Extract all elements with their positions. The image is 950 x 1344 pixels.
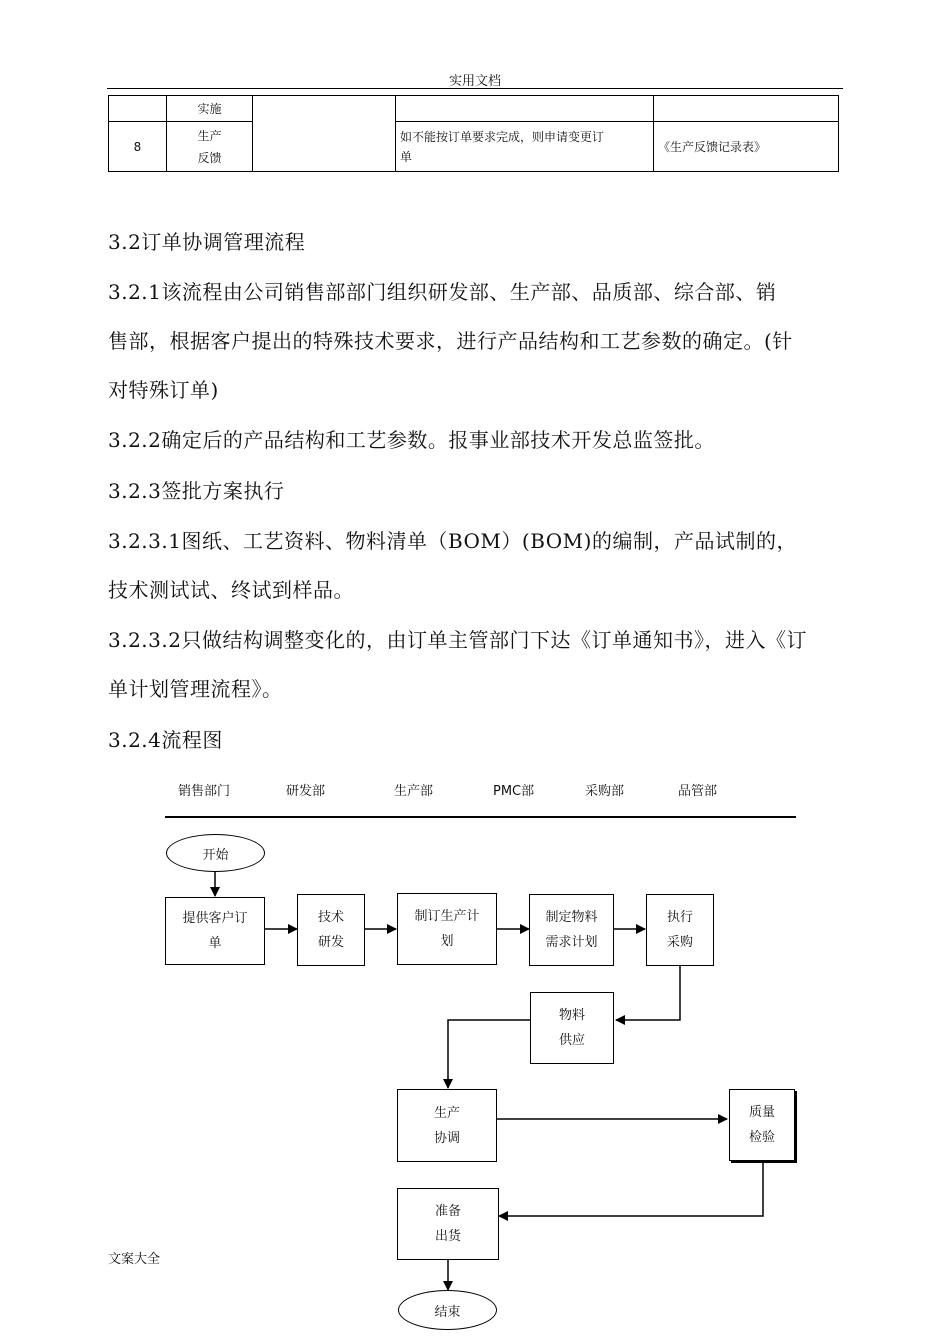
node-line: 执行 — [666, 910, 693, 925]
arrow-n6-to-n7 — [448, 1020, 530, 1088]
flow-end-oval: 结束 — [398, 1290, 497, 1330]
flow-node-production-coord — [397, 1089, 497, 1162]
section-heading: 3.2订单协调管理流程 — [108, 230, 306, 254]
flow-node-material-supply — [530, 992, 614, 1064]
cell-line: 生产 — [197, 128, 222, 143]
lane-label-pmc: PMC部 — [493, 784, 535, 799]
cell-line: 如不能按订单要求完成，则申请变更订 — [400, 129, 605, 144]
node-line: 协调 — [433, 1130, 460, 1146]
node-line: 技术 — [317, 910, 344, 925]
node-line: 需求计划 — [545, 935, 598, 950]
node-line: 提供客户订 — [182, 911, 248, 926]
flow-start-oval: 开始 — [166, 834, 265, 872]
paragraph-line: 单计划管理流程》。 — [108, 677, 283, 701]
node-line: 划 — [440, 934, 454, 949]
arrow-n5-to-n6 — [616, 966, 680, 1020]
node-line: 单 — [208, 936, 222, 951]
flow-node-quality-check — [729, 1089, 795, 1161]
table-cell: 实施 — [167, 96, 253, 122]
lane-label-production: 生产部 — [394, 784, 434, 799]
node-line: 采购 — [666, 935, 693, 950]
flow-node-purchase — [646, 894, 714, 966]
table-cell-no: 8 — [109, 122, 167, 172]
section-heading: 3.2.4流程图 — [108, 728, 223, 752]
paragraph-line: 3.2.3.2只做结构调整变化的，由订单主管部门下达《订单通知书》，进入《订 — [108, 628, 807, 652]
node-line: 制定物料 — [545, 910, 598, 925]
paragraph-line: 售部，根据客户提出的特殊技术要求，进行产品结构和工艺参数的确定。(针 — [108, 329, 793, 353]
node-line: 质量 — [748, 1105, 775, 1120]
node-line: 生产 — [433, 1105, 460, 1121]
paragraph-line: 技术测试试、终试到样品。 — [108, 578, 354, 602]
flow-node-prepare-shipment — [397, 1188, 499, 1260]
lane-label-rnd: 研发部 — [286, 784, 326, 799]
node-line: 研发 — [317, 935, 344, 950]
cell-line: 反馈 — [197, 150, 222, 165]
lane-label-quality: 品管部 — [678, 784, 718, 799]
paragraph-line: 3.2.1该流程由公司销售部部门组织研发部、生产部、品质部、综合部、销 — [108, 280, 777, 304]
page-header-title: 实用文档 — [448, 74, 501, 89]
node-line: 制订生产计 — [414, 909, 480, 924]
flow-node-production-plan — [397, 893, 497, 965]
flow-node-customer-order — [165, 897, 265, 965]
node-line: 供应 — [558, 1033, 585, 1048]
node-line: 检验 — [748, 1130, 775, 1145]
paragraph-line: 3.2.3.1图纸、工艺资料、物料清单（BOM）(BOM)的编制，产品试制的， — [108, 529, 797, 553]
flow-node-tech-rnd — [297, 894, 365, 966]
page-footer-text: 文案大全 — [108, 1252, 161, 1267]
node-line: 出货 — [434, 1229, 461, 1244]
lane-label-sales: 销售部门 — [178, 784, 231, 799]
node-line: 物料 — [558, 1008, 585, 1023]
cell-line: 单 — [400, 149, 413, 164]
table-cell-record: 《生产反馈记录表》 — [654, 122, 839, 172]
paragraph-line: 对特殊订单) — [108, 378, 219, 402]
lane-label-purchasing: 采购部 — [585, 784, 625, 799]
flow-node-material-plan — [529, 894, 614, 966]
section-heading: 3.2.3签批方案执行 — [108, 479, 285, 503]
node-line: 准备 — [434, 1204, 461, 1219]
arrow-n8-to-n9 — [499, 1162, 763, 1216]
paragraph-line: 3.2.2确定后的产品结构和工艺参数。报事业部技术开发总监签批。 — [108, 428, 715, 452]
